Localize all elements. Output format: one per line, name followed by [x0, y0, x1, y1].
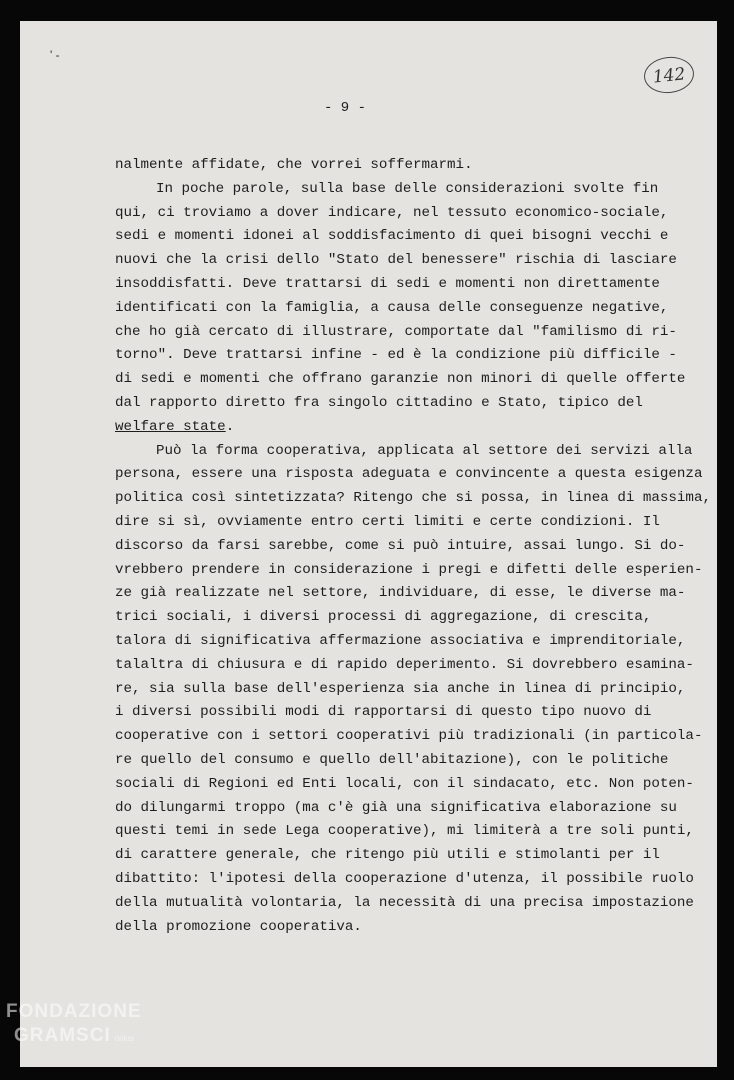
text-line: dibattito: l'ipotesi della cooperazione d'utenza, il possibile ruolo	[115, 870, 694, 887]
text-line: insoddisfatti. Deve trattarsi di sedi e momenti non direttamente	[115, 275, 660, 292]
text-line: identificati con la famiglia, a causa delle conseguenze negative,	[115, 299, 669, 316]
text-line: discorso da farsi sarebbe, come si può intuire, assai lungo. Si do-	[115, 537, 686, 554]
text-line: di carattere generale, che ritengo più utili e stimolanti per il	[115, 847, 660, 864]
text-line: do dilungarmi troppo (ma c'è già una significativa elaborazione su	[115, 799, 677, 816]
text-line: politica così sintetizzata? Ritengo che si possa, in linea di massima,	[115, 490, 711, 507]
text-line: della mutualità volontaria, la necessità di una precisa impostazione	[115, 894, 694, 911]
text-line: torno". Deve trattarsi infine - ed è la condizione più difficile -	[115, 347, 677, 364]
text-line: dal rapporto diretto fra singolo cittadino e Stato, tipico del	[115, 394, 643, 411]
text-line: questi temi in sede Lega cooperative), mi limiterà a tre soli punti,	[115, 823, 694, 840]
text-line: In poche parole, sulla base delle considerazioni svolte fin	[156, 180, 659, 197]
paragraph-3	[115, 440, 711, 940]
text-line: trici sociali, i diversi processi di aggregazione, di crescita,	[115, 609, 652, 626]
text-line: i diversi possibili modi di rapportarsi di questo tipo nuovo di	[115, 704, 652, 721]
document-body	[115, 154, 711, 939]
paragraph-1	[115, 154, 685, 178]
page-number: - 9 -	[323, 100, 366, 116]
final-period: .	[225, 418, 235, 435]
text-line: sedi e momenti idonei al soddisfacimento di quei bisogni vecchi e	[115, 228, 669, 245]
corner-mark: ' -	[50, 48, 60, 62]
text-line: Può la forma cooperativa, applicata al settore dei servizi alla	[156, 442, 693, 459]
text-line: nuovi che la crisi dello "Stato del benessere" rischia di lasciare	[115, 252, 677, 269]
text-line: della promozione cooperativa.	[115, 918, 362, 935]
text-line: nalmente affidate, che vorrei soffermarmi.	[115, 157, 473, 173]
text-line: persona, essere una risposta adeguata e convincente a questa esigenza	[115, 466, 703, 483]
paragraph-2	[115, 178, 685, 416]
text-line: sociali di Regioni ed Enti locali, con il sindacato, etc. Non poten-	[115, 775, 694, 792]
watermark-onlus: onlus	[114, 1034, 134, 1043]
text-line: vrebbero prendere in considerazione i pregi e difetti delle esperien-	[115, 561, 703, 578]
watermark-line-2: GRAMSCI onlus	[14, 1025, 134, 1046]
text-line: talora di significativa affermazione associativa e imprenditoriale,	[115, 632, 686, 649]
text-line: ze già realizzate nel settore, individuare, di esse, le diverse ma-	[115, 585, 686, 602]
underlined-term: welfare state	[115, 418, 226, 435]
paragraph-2-final-line	[115, 416, 685, 440]
text-line: talaltra di chiusura e di rapido deperimento. Si dovrebbero esamina-	[115, 656, 694, 673]
text-line: qui, ci troviamo a dover indicare, nel tessuto economico-sociale,	[115, 204, 669, 221]
text-line: dire si sì, ovviamente entro certi limiti e certe condizioni. Il	[115, 513, 660, 530]
text-line: re, sia sulla base dell'esperienza sia anche in linea di principio,	[115, 680, 686, 697]
watermark-line-1: FONDAZIONE	[6, 1001, 142, 1022]
text-line: cooperative con i settori cooperativi più tradizionali (in particola-	[115, 728, 703, 745]
text-line: di sedi e momenti che offrano garanzie non minori di quelle offerte	[115, 371, 686, 388]
folio-stamp: 142	[642, 54, 695, 95]
text-line: che ho già cercato di illustrare, comportate dal "familismo di ri-	[115, 323, 677, 340]
fondazione-gramsci-watermark	[6, 1000, 142, 1051]
text-line: re quello del consumo e quello dell'abitazione), con le politiche	[115, 751, 669, 768]
